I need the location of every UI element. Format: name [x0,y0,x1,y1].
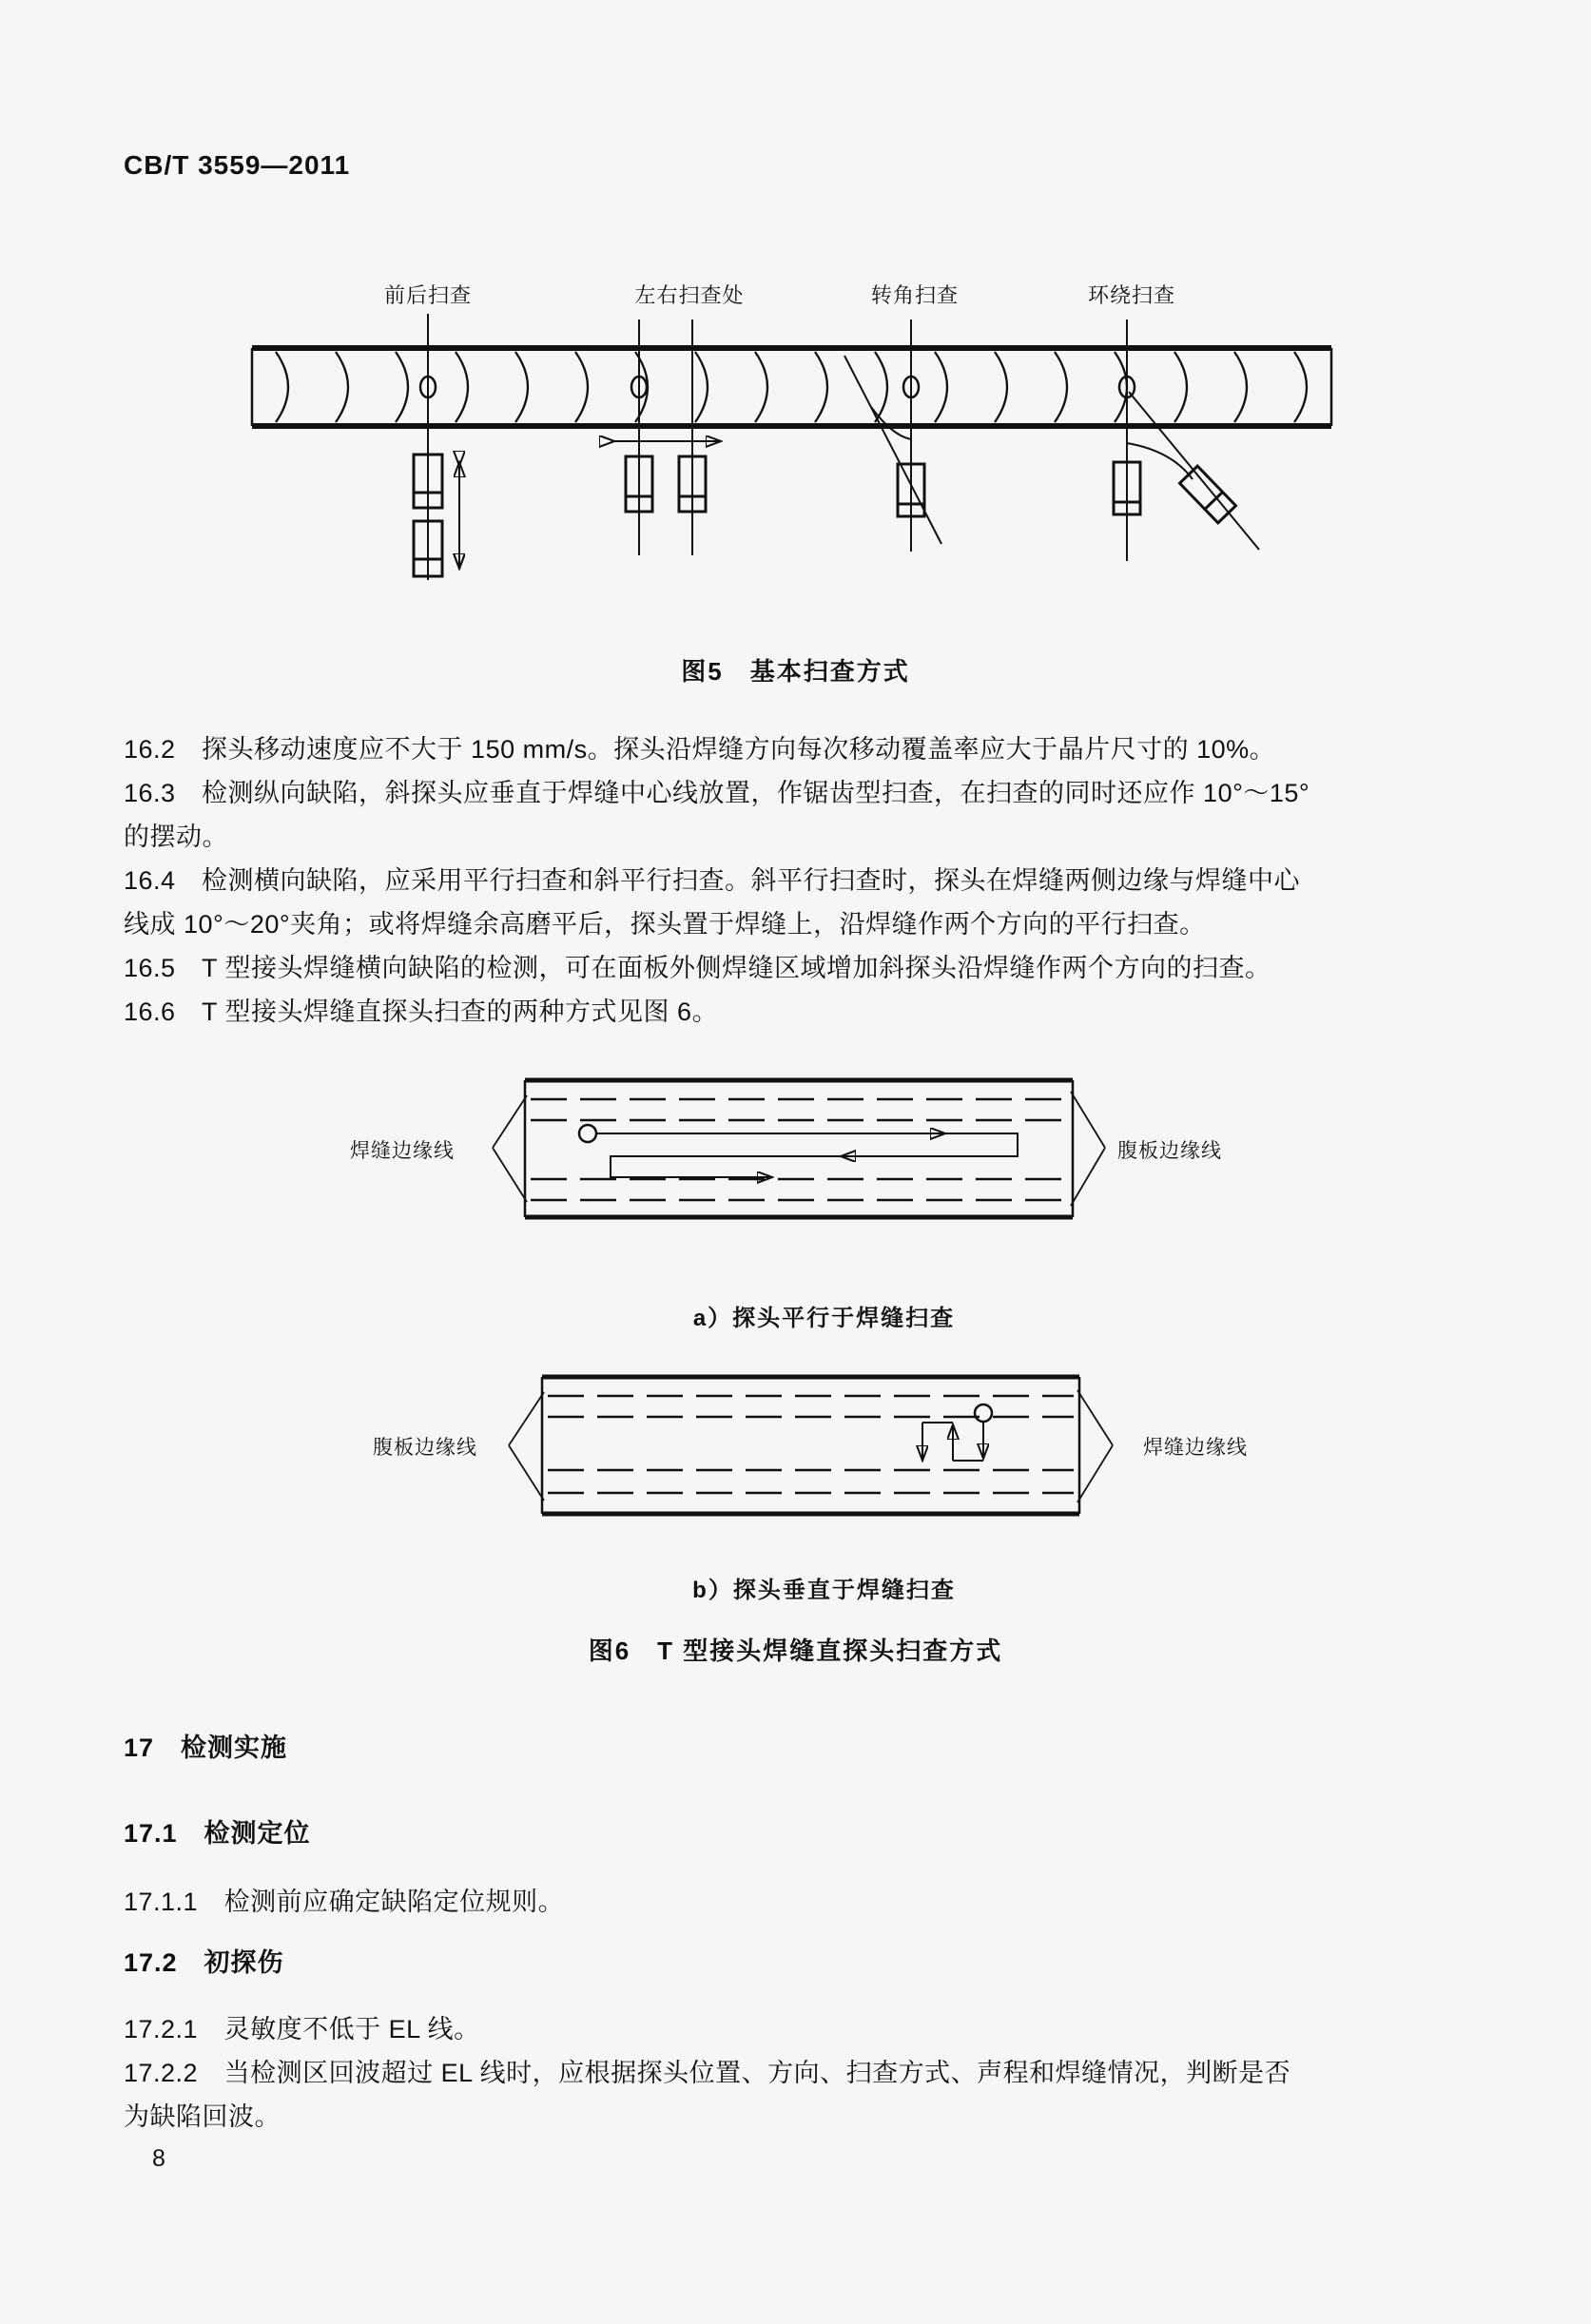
section-17-1-heading: 17.1 检测定位 [124,1819,311,1848]
scan-label-left-right: 左右扫查处 [634,283,745,307]
edge-label-weld-left: 焊缝边缘线 [350,1140,455,1162]
clause-17-1-1: 17.1.1 检测前应确定缺陷定位规则。 [124,1888,565,1916]
clause-16-3-line1: 16.3 检测纵向缺陷，斜探头应垂直于焊缝中心线放置，作锯齿型扫查，在扫查的同时还应作 10°～15° [124,779,1310,807]
left-bracket-line [493,1095,527,1202]
clause-16-3-line2: 的摆动。 [124,823,228,851]
probe-start-point [975,1404,992,1422]
clause-16-5: 16.5 T 型接头焊缝横向缺陷的检测，可在面板外侧焊缝区域增加斜探头沿焊缝作两个方向的扫查。 [124,954,1271,982]
figure6b-caption: b）探头垂直于焊缝扫查 [692,1578,956,1603]
scan-label-orbital: 环绕扫查 [1087,283,1175,307]
right-bracket-line [1071,1092,1105,1206]
left-bracket-line [509,1392,544,1501]
page-number: 8 [152,2145,165,2172]
clause-16-4-line1: 16.4 检测横向缺陷，应采用平行扫查和斜平行扫查。斜平行扫查时，探头在焊缝两侧边缘与焊缝中心 [124,866,1301,895]
scan-path [922,1404,992,1461]
corner-probe-icon [844,356,941,544]
section-17-heading: 17 检测实施 [124,1733,288,1762]
scan-label-corner: 转角扫查 [870,283,959,307]
edge-label-web-right: 腹板边缘线 [1117,1140,1222,1162]
clause-16-2: 16.2 探头移动速度应不大于 150 mm/s。探头沿焊缝方向每次移动覆盖率应大于晶片尺寸的 10%。 [124,735,1276,764]
figure5-caption: 图5 基本扫查方式 [681,657,910,686]
clause-16-4-line2: 线成 10°～20°夹角；或将焊缝余高磨平后，探头置于焊缝上，沿焊缝作两个方向的平行扫查。 [124,910,1206,939]
clause-17-2-1: 17.2.1 灵敏度不低于 EL 线。 [124,2015,480,2043]
figure6-caption: 图6 T 型接头焊缝直探头扫查方式 [588,1636,1003,1665]
edge-label-weld-right: 焊缝边缘线 [1143,1437,1248,1459]
front-back-probe-icon [414,455,459,576]
clause-17-2-2-line1: 17.2.2 当检测区回波超过 EL 线时，应根据探头位置、方向、扫查方式、声程和焊缝情况，判断是否 [124,2059,1291,2087]
figure5-drawing [219,274,1417,597]
figure6a-caption: a）探头平行于焊缝扫查 [692,1306,956,1331]
scan-label-front-back: 前后扫查 [383,283,472,307]
left-right-probe-icon [612,441,719,512]
clause-16-6: 16.6 T 型接头焊缝直探头扫查的两种方式见图 6。 [124,997,719,1026]
clause-17-2-2-line2: 为缺陷回波。 [124,2102,281,2131]
right-bracket-line [1077,1390,1113,1502]
section-17-2-heading: 17.2 初探伤 [124,1948,284,1977]
figure6a-diagram [314,1073,1512,1274]
standard-code-header: CB/T 3559—2011 [124,150,351,180]
figure6b-diagram [314,1367,1512,1569]
figure5-diagram [219,274,1417,597]
orbital-probe-icon [1114,392,1259,550]
edge-label-web-left: 腹板边缘线 [373,1437,477,1459]
probe-start-point [579,1125,596,1142]
scan-path [597,1133,1018,1177]
